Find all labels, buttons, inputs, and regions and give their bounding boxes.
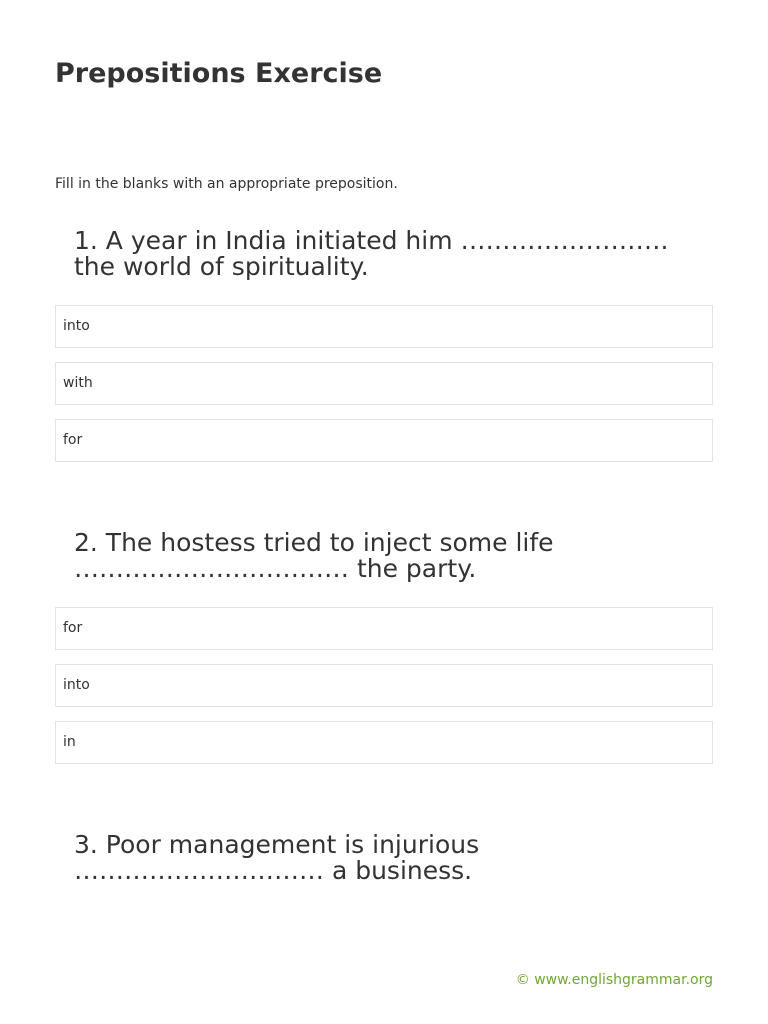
question-2-options (55, 607, 713, 764)
page-title: Prepositions Exercise (55, 58, 383, 89)
question-2-text: 2. The hostess tried to inject some life …………………………… the party. (74, 528, 554, 583)
question-1-option-into[interactable]: into (55, 305, 713, 348)
question-3 (55, 832, 713, 884)
question-2-option-for[interactable]: for (55, 607, 713, 650)
question-2-option-in[interactable]: in (55, 721, 713, 764)
footer-copyright[interactable]: © www.englishgrammar.org (515, 972, 713, 988)
instructions-text: Fill in the blanks with an appropriate preposition. (55, 176, 398, 192)
question-2 (55, 530, 713, 778)
question-1 (55, 228, 713, 476)
question-2-option-into[interactable]: into (55, 664, 713, 707)
question-1-options (55, 305, 713, 462)
question-1-text: 1. A year in India initiated him ……………………. the world of spirituality. (74, 226, 669, 281)
question-3-text: 3. Poor management is injurious ………………………… a business. (74, 830, 480, 885)
question-1-option-with[interactable]: with (55, 362, 713, 405)
question-1-option-for[interactable]: for (55, 419, 713, 462)
